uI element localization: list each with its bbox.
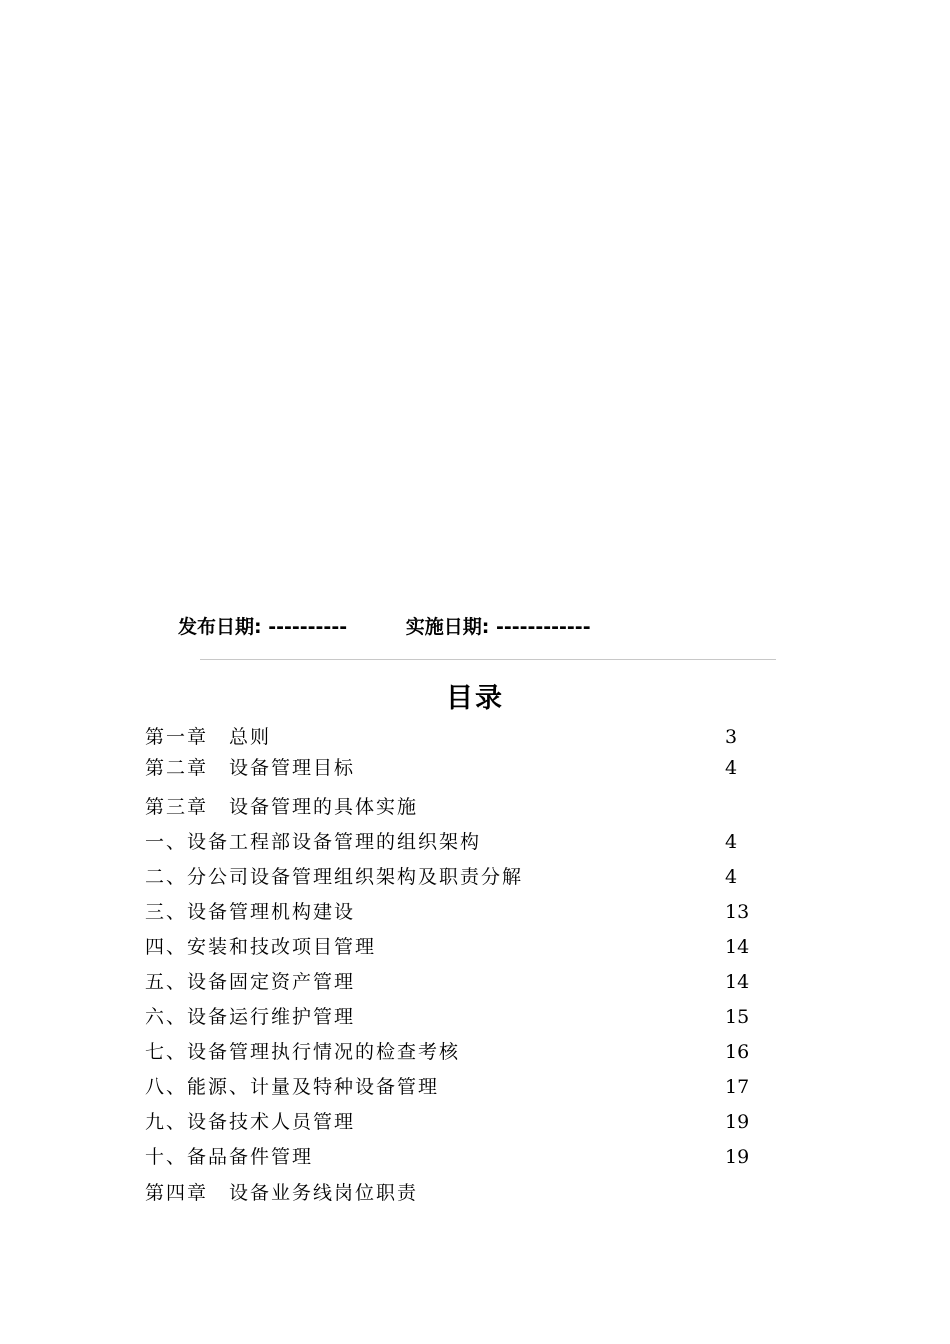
toc-entry-label: 六、设备运行维护管理 [145,1006,356,1028]
toc-entry-page: 13 [725,901,750,923]
toc-entry[interactable] [145,792,750,822]
toc-entry-label: 八、能源、计量及特种设备管理 [145,1076,440,1098]
toc-entry[interactable] [145,1178,750,1208]
effective-date [406,612,591,639]
release-date [178,612,347,639]
toc-entry-page: 4 [725,757,738,779]
toc-entry-label: 九、设备技术人员管理 [145,1111,356,1133]
toc-entry-page: 16 [725,1041,750,1063]
toc-entry-label: 第四章 设备业务线岗位职责 [145,1182,419,1204]
toc-entry-page: 4 [725,866,738,888]
toc-entry-label: 十、备品备件管理 [145,1146,314,1168]
toc-entry-page: 3 [725,726,738,748]
toc-entry-label: 二、分公司设备管理组织架构及职责分解 [145,866,524,888]
header-divider [200,659,776,660]
toc-entry[interactable] [145,1072,750,1102]
toc-entry[interactable] [145,1037,750,1067]
effective-date-label: 实施日期: [405,616,490,638]
toc-entry-label: 五、设备固定资产管理 [145,971,356,993]
toc-entry[interactable] [145,967,750,997]
date-line [178,612,591,639]
toc-entry[interactable] [145,827,750,857]
toc-entry-label: 第二章 设备管理目标 [145,757,356,779]
toc-entry-label: 四、安装和技改项目管理 [145,936,377,958]
toc-entry-label: 第三章 设备管理的具体实施 [145,796,419,818]
effective-date-value: ------------ [495,616,591,638]
toc-entry[interactable] [145,862,750,892]
toc-title: 目录 [446,683,504,714]
toc-entry-page: 14 [725,936,750,958]
toc-entry-page: 15 [725,1006,750,1028]
toc-entry-label: 一、设备工程部设备管理的组织架构 [145,831,482,853]
release-date-value: ---------- [268,616,348,638]
toc-entry[interactable] [145,722,750,752]
toc-entry-label: 七、设备管理执行情况的检查考核 [145,1041,461,1063]
toc-entry[interactable] [145,897,750,927]
toc-entry[interactable] [145,1107,750,1137]
toc-entry-page: 4 [725,831,738,853]
toc-entry[interactable] [145,753,750,783]
toc-entry-page: 14 [725,971,750,993]
toc-entry[interactable] [145,1142,750,1172]
toc-entry[interactable] [145,1002,750,1032]
toc-entry-label: 三、设备管理机构建设 [145,901,356,923]
toc-entry-page: 19 [725,1111,750,1133]
toc-entry-page: 19 [725,1146,750,1168]
toc-entry[interactable] [145,932,750,962]
toc-entry-page: 17 [725,1076,750,1098]
toc-entry-label: 第一章 总则 [145,726,272,748]
release-date-label: 发布日期: [178,616,262,638]
